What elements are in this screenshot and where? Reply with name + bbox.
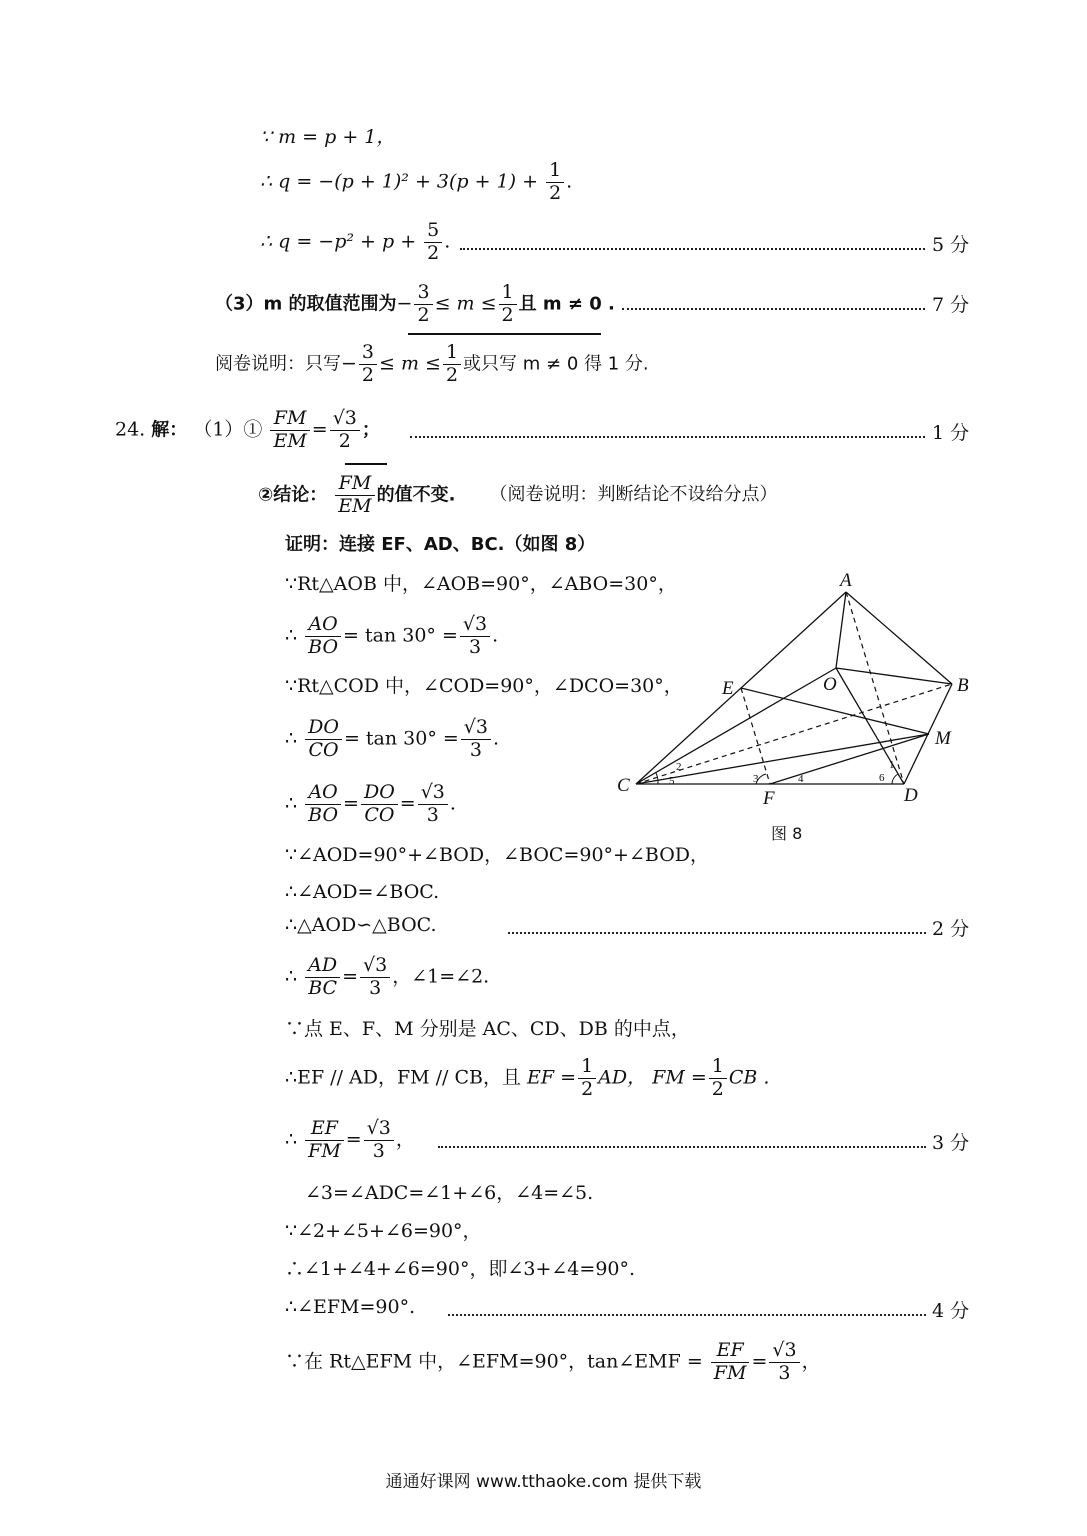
line-m-eq-p-plus-1: ∵ m = p + 1， — [260, 126, 396, 148]
line-q-simplified: ∴ q = −p² + p + $\frac{5}{2}$ . — [260, 219, 451, 264]
line-conclusion — [258, 473, 778, 518]
label-F: F — [763, 788, 775, 809]
fraction-root3-over-3-b: $\frac{√3}{3}$ — [461, 717, 491, 762]
page-footer: 通通好课网 www.tthaoke.com 提供下载 — [385, 1472, 702, 1492]
label-O: O — [823, 674, 837, 695]
fraction-one-half-e: $\frac{1}{2}$ — [709, 1056, 727, 1101]
geometry-figure-8 — [600, 570, 1000, 850]
fraction-three-half-c: $\frac{3}{2}$ — [359, 342, 377, 387]
segment-FM — [770, 734, 929, 784]
line-proof-start: 证明：连接 EF、AD、BC.（如图 8） — [285, 534, 596, 555]
leader-dots — [508, 932, 926, 934]
label-M: M — [935, 728, 951, 749]
fraction-FM-EM-b: $\frac{FM}{EM}$ — [335, 473, 374, 518]
leader-dots — [460, 248, 925, 250]
fraction-DO-CO: $\frac{DO}{CO}$ — [305, 717, 342, 762]
angle-label-2: 2 — [676, 761, 682, 773]
figure-caption: 图 8 — [771, 824, 803, 843]
answer-underline — [408, 333, 601, 335]
angle-label-3: 3 — [753, 773, 759, 785]
label-D: D — [904, 785, 918, 806]
angle-label-6: 6 — [879, 772, 885, 784]
angle-arc-D — [892, 774, 898, 784]
line-q-expression: ∴ q = −(p + 1)² + 3(p + 1) + $\frac{1}{2}$ . — [260, 159, 573, 204]
fraction-EF-FM: $\frac{EF}{FM}$ — [305, 1118, 344, 1163]
score-2: 2 分 — [932, 918, 970, 940]
line-midpoints: ∵点 E、F、M 分别是 AC、CD、DB 的中点， — [285, 1018, 690, 1040]
line-angle-sum: ∵∠2+∠5+∠6=90°， — [285, 1220, 482, 1242]
line-angle-sum-2: ∴∠1+∠4+∠6=90°，即∠3+∠4=90°. — [285, 1258, 636, 1280]
q-expression-text: ∴ q = −(p + 1)² + 3(p + 1) + — [260, 170, 539, 193]
line-parallel: ∴EF // AD，FM // CB，且 EF = $\frac{1}{2}$ AD， FM = $\frac{1}{2}$ CB . — [285, 1055, 770, 1100]
line-rt-AOB: ∵Rt△AOB 中，∠AOB=90°，∠ABO=30°， — [285, 573, 677, 595]
line-grading-note: 阅卷说明：只写− $\frac{3}{2}$ ≤ m ≤ $\frac{1}{2}$ 或只写 m ≠ 0 得 1 分. — [215, 341, 649, 386]
line-EF-FM: ∴ $\frac{EF}{FM}$ = $\frac{√3}{3}$ ， — [285, 1117, 415, 1162]
line-angle-3: ∠3=∠ADC=∠1+∠6，∠4=∠5. — [305, 1182, 594, 1204]
question-24-header: 24. 解： （1）① $\frac{FM}{EM}$ = $\frac{√3}{2}$ ； — [115, 407, 380, 452]
line-angle-AOD: ∵∠AOD=90°+∠BOD，∠BOC=90°+∠BOD， — [285, 844, 710, 866]
grading-remark: （阅卷说明：判断结论不设给分点） — [489, 484, 778, 506]
part-label: （1）① — [193, 418, 263, 441]
question-number: 24. — [115, 418, 146, 441]
m-range-tail: 且 m ≠ 0 . — [518, 293, 615, 315]
fraction-DO-CO-b: $\frac{DO}{CO}$ — [361, 782, 398, 827]
angle-label-1: 1 — [889, 759, 895, 771]
leader-dots — [410, 436, 925, 438]
score-3: 3 分 — [932, 1132, 970, 1154]
leader-dots — [438, 1146, 926, 1148]
grading-note-tail: 或只写 m ≠ 0 得 1 分. — [463, 353, 649, 375]
fraction-one-half-d: $\frac{1}{2}$ — [578, 1056, 596, 1101]
fraction-five-half: $\frac{5}{2}$ — [424, 220, 442, 265]
line-m-range: （3）m 的取值范围为− $\frac{3}{2}$ ≤ m ≤ $\frac{1}{2}$ 且 m ≠ 0 . — [215, 281, 615, 326]
score-1: 1 分 — [932, 422, 970, 444]
fraction-AO-BO: $\frac{AO}{BO}$ — [305, 614, 341, 659]
fraction-one-half: $\frac{1}{2}$ — [546, 160, 564, 205]
conclusion-label: ②结论： — [258, 484, 328, 506]
segment-OB — [836, 668, 952, 684]
angle-arc-C — [656, 773, 658, 784]
segment-CB-dashed — [636, 684, 952, 784]
score-5: 5 分 — [932, 234, 970, 256]
fraction-root3-over-3: $\frac{√3}{3}$ — [460, 614, 490, 659]
segment-AD-dashed — [846, 592, 904, 784]
leader-dots — [622, 308, 925, 310]
fraction-AO-BO-b: $\frac{AO}{BO}$ — [305, 782, 341, 827]
fraction-root3-over-3-f: $\frac{√3}{3}$ — [769, 1340, 799, 1385]
line-AD-BC: ∴ $\frac{AD}{BC}$ = $\frac{√3}{3}$ ，∠1=∠2. — [285, 954, 490, 999]
grading-note-label: 阅卷说明：只写 — [215, 353, 341, 375]
leader-dots — [448, 1314, 926, 1316]
conclusion-text: 的值不变. — [376, 484, 456, 506]
line-AO-BO: ∴ $\frac{AO}{BO}$ = tan 30° = $\frac{√3}{3}$ . — [285, 613, 499, 658]
angle-label-5: 5 — [669, 775, 675, 787]
segment-AO — [836, 592, 846, 668]
line-similar: ∴△AOD∽△BOC. — [285, 914, 437, 936]
line-angle-equal: ∴∠AOD=∠BOC. — [285, 881, 440, 903]
line-rt-COD: ∵Rt△COD 中，∠COD=90°，∠DCO=30°， — [285, 675, 683, 697]
score-4: 4 分 — [932, 1300, 970, 1322]
score-7: 7 分 — [932, 294, 970, 316]
fraction-AD-BC: $\frac{AD}{BC}$ — [305, 955, 340, 1000]
segment-AB — [846, 592, 952, 684]
q-simplified-text: ∴ q = −p² + p + — [260, 230, 417, 253]
line-ratio-equal: ∴ $\frac{AO}{BO}$ = $\frac{DO}{CO}$ = $\frac{√3}{3}$ . — [285, 781, 456, 826]
line-tan-EMF: ∵在 Rt△EFM 中，∠EFM=90°，tan∠EMF = $\frac{EF}{FM}$ = $\frac{√3}{3}$ ， — [285, 1339, 821, 1384]
fraction-root3-over-2: $\frac{√3}{2}$ — [330, 408, 360, 453]
angle-label-4: 4 — [798, 773, 804, 785]
label-E: E — [722, 678, 734, 699]
segment-EF-dashed — [741, 688, 770, 784]
label-A: A — [840, 570, 852, 591]
solution-label: 解： — [151, 419, 188, 441]
fraction-root3-over-3-d: $\frac{√3}{3}$ — [360, 955, 390, 1000]
fraction-root3-over-3-e: $\frac{√3}{3}$ — [364, 1118, 394, 1163]
answer-underline — [345, 463, 387, 465]
line-EFM-right: ∴∠EFM=90°. — [285, 1296, 416, 1318]
fraction-three-half: $\frac{3}{2}$ — [414, 282, 432, 327]
fraction-root3-over-3-c: $\frac{√3}{3}$ — [418, 782, 448, 827]
label-B: B — [957, 675, 969, 696]
fraction-one-half-b: $\frac{1}{2}$ — [499, 282, 517, 327]
fraction-FM-EM: $\frac{FM}{EM}$ — [270, 408, 309, 453]
fraction-EF-FM-b: $\frac{EF}{FM}$ — [711, 1340, 750, 1385]
label-C: C — [617, 775, 630, 796]
line-DO-CO: ∴ $\frac{DO}{CO}$ = tan 30° = $\frac{√3}{3}$ . — [285, 716, 500, 761]
m-range-label: （3）m 的取值范围为 — [215, 293, 397, 315]
fraction-one-half-c: $\frac{1}{2}$ — [443, 342, 461, 387]
